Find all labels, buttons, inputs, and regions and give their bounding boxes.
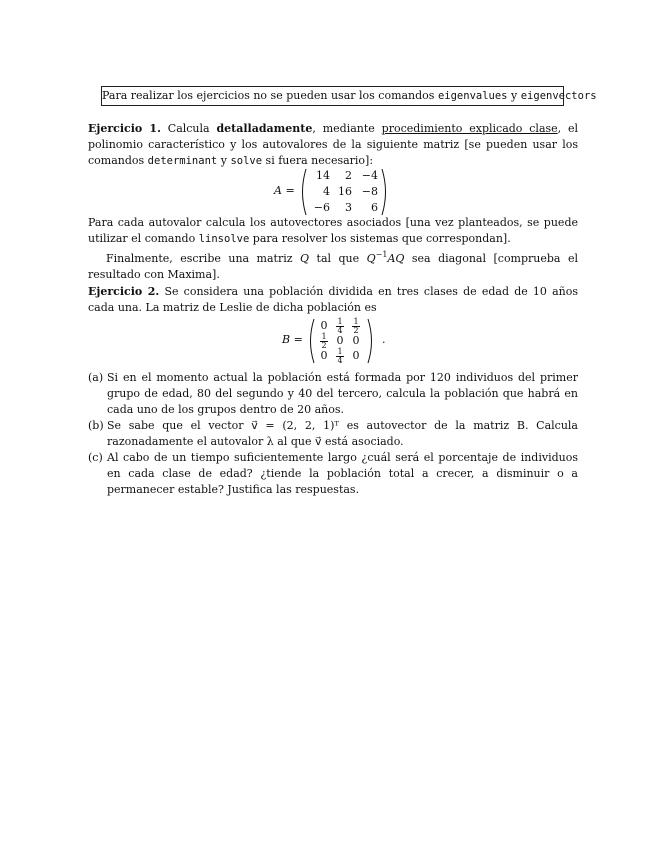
notice-box bbox=[101, 86, 597, 106]
a-cell: −6 bbox=[313, 201, 330, 214]
ex1-text-a: Calcula bbox=[167, 122, 210, 135]
b-cell: 0 bbox=[320, 349, 328, 362]
item-label: (c) bbox=[88, 451, 103, 464]
b-cell-fraction: $\frac{1}{2}$ bbox=[353, 317, 359, 335]
matrix-b bbox=[282, 318, 392, 364]
exercise-1-intro bbox=[88, 121, 578, 169]
exercise-2-item bbox=[88, 418, 578, 450]
a-cell: 2 bbox=[345, 169, 352, 182]
a-cell: 4 bbox=[323, 185, 330, 198]
cmd-eigenvectors: eigenvectors bbox=[520, 90, 597, 102]
ex1-p3: Finalmente, escribe una matriz Q tal que $Q^{-1}AQ$ sea diagonal [comprueba el resultado con Maxima]. bbox=[88, 250, 578, 281]
b-cell: 0 bbox=[352, 349, 360, 362]
ex1-text-e: si fuera necesario]: bbox=[265, 154, 374, 167]
cmd-determinant: determinant bbox=[147, 155, 218, 167]
a-cell: 3 bbox=[345, 201, 352, 214]
exercise-2-item bbox=[88, 370, 578, 418]
ex1-underlined: procedimiento explicado clase bbox=[381, 122, 558, 135]
matrix-b-period: . bbox=[382, 333, 386, 346]
a-cell: 16 bbox=[338, 185, 352, 198]
b-cell-fraction: $\frac{1}{4}$ bbox=[337, 317, 343, 335]
a-cell: 6 bbox=[371, 201, 378, 214]
b-cell: 0 bbox=[320, 319, 328, 332]
exercise-1-title: Ejercicio 1. bbox=[88, 122, 161, 135]
ex2-intro-text: Se considera una población dividida en tres clases de edad de 10 años cada una. La matriz de Leslie de dicha población es bbox=[88, 285, 579, 314]
exercise-1-followup bbox=[88, 215, 578, 283]
cmd-linsolve: linsolve bbox=[198, 233, 250, 245]
notice-text: Para realizar los ejercicios no se pueden usar los comandos bbox=[102, 89, 435, 102]
matrix-a-label: A = bbox=[274, 184, 295, 197]
b-cell: 0 bbox=[352, 334, 360, 347]
matrix-b-label: B = bbox=[282, 333, 303, 346]
matrix-b-grid bbox=[316, 318, 364, 363]
item-label: (a) bbox=[88, 371, 104, 384]
exercise-2-intro bbox=[88, 284, 578, 316]
a-cell: −4 bbox=[361, 169, 378, 182]
cmd-solve: solve bbox=[230, 155, 263, 167]
ex1-p2-text-a: Para cada autovalor calcula los autovectores asociados [una vez planteados, se puede utilizar el comando bbox=[88, 216, 578, 245]
notice-connector: y bbox=[511, 89, 518, 102]
exercise-2-item bbox=[88, 450, 578, 498]
matrix-a-grid bbox=[306, 168, 378, 216]
b-cell-fraction: $\frac{1}{2}$ bbox=[321, 332, 327, 350]
item-text: Si en el momento actual la población está formada por 120 individuos del primer grupo de edad, 80 del segundo y 40 del tercero, calcula la población que habrá en cada uno de los grupos dentro de 20 años. bbox=[107, 371, 578, 416]
left-paren-icon bbox=[306, 318, 316, 364]
b-cell: 0 bbox=[336, 334, 344, 347]
cmd-eigenvalues: eigenvalues bbox=[437, 90, 508, 102]
b-cell-fraction: $\frac{1}{4}$ bbox=[337, 347, 343, 365]
exercise-2-items bbox=[88, 370, 578, 498]
item-text: Se sabe que el vector v⃗ = (2, 2, 1)ᵀ es autovector de la matriz B. Calcula razonadamente el autovalor λ al que v⃗ está asociado. bbox=[107, 419, 578, 448]
ex1-text-c: , el polinomio característico y los autovalores de la siguiente matriz [se pueden usar los comandos bbox=[88, 122, 579, 167]
right-paren-icon bbox=[366, 318, 376, 364]
right-paren-icon bbox=[380, 168, 390, 216]
ex1-text-b: , mediante bbox=[312, 122, 375, 135]
a-cell: 14 bbox=[316, 169, 330, 182]
item-text: Al cabo de un tiempo suficientemente largo ¿cuál será el porcentaje de individuos en cada clase de edad? ¿tiende la población total a crecer, a disminuir o a permanecer estable? Justifica las respuestas. bbox=[107, 451, 578, 496]
ex1-p2-text-b: para resolver los sistemas que correspondan]. bbox=[252, 232, 511, 245]
exercise-2-title: Ejercicio 2. bbox=[88, 285, 160, 298]
item-label: (b) bbox=[88, 419, 104, 432]
ex1-bold-detalladamente: detalladamente bbox=[216, 122, 313, 135]
ex1-text-d: y bbox=[220, 154, 227, 167]
matrix-a bbox=[274, 168, 394, 216]
a-cell: −8 bbox=[361, 185, 378, 198]
